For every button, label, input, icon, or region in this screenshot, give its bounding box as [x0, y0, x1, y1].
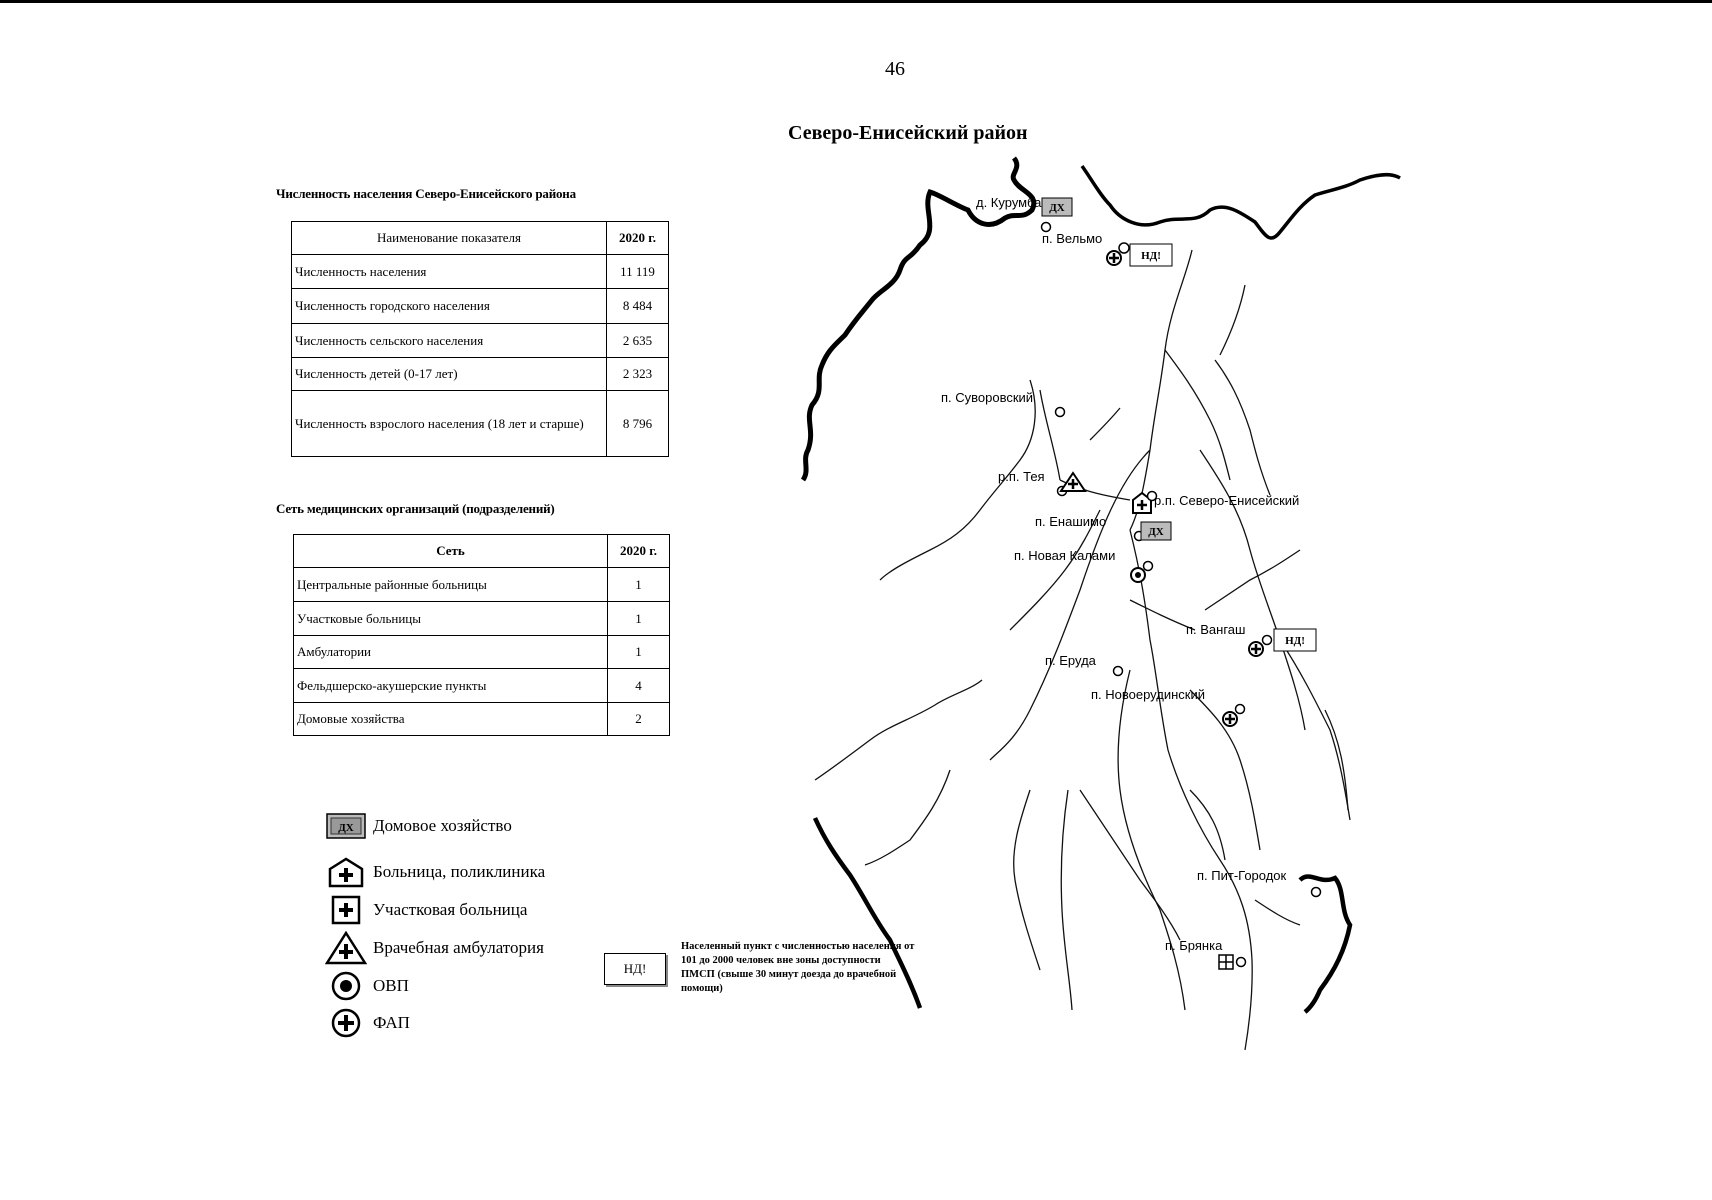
svg-text:ДХ: ДХ [1049, 202, 1065, 214]
row-value: 1 [608, 636, 670, 669]
table-row [292, 289, 669, 324]
row-value: 8 796 [607, 391, 669, 457]
row-value: 11 119 [607, 255, 669, 289]
svg-text:ДХ: ДХ [1148, 526, 1164, 538]
place-pit-gorodok: п. Пит-Городок [1197, 868, 1287, 883]
legend-label: Домовое хозяйство [373, 816, 512, 835]
row-label: Численность городского населения [292, 289, 607, 324]
place-suvorovsky: п. Суворовский [941, 390, 1034, 405]
row-label: Участковые больницы [294, 602, 608, 636]
nd-tag-vangash [1274, 629, 1316, 651]
district-map [800, 150, 1500, 1050]
place-bryanka: п. Брянка [1165, 938, 1223, 953]
district-border-southeast [1300, 876, 1350, 1012]
map-title: Северо-Енисейский район [788, 122, 1028, 144]
svg-text:ДХ: ДХ [338, 822, 354, 834]
page-number: 46 [885, 58, 905, 80]
nd-tag-velmo [1130, 244, 1172, 266]
table-row [294, 602, 670, 636]
row-value: 2 635 [607, 324, 669, 358]
place-vangash: п. Вангаш [1186, 622, 1246, 637]
legend-item-ovp [325, 971, 409, 1001]
fap-icon [329, 1007, 363, 1039]
legend-label: ОВП [373, 976, 409, 995]
legend-item-household [325, 811, 512, 841]
fap-marker-novoerudinsky [1223, 712, 1237, 726]
legend-item-hospital [325, 857, 545, 887]
place-kurumba: д. Курумба [976, 195, 1042, 210]
row-label: Центральные районные больницы [294, 568, 608, 602]
svg-text:НД!: НД! [1285, 635, 1305, 647]
legend-label: Врачебная амбулатория [373, 938, 544, 957]
table-row [292, 324, 669, 358]
fap-marker-velmo [1107, 251, 1121, 265]
row-label: Численность населения [292, 255, 607, 289]
row-value: 1 [608, 602, 670, 636]
row-label: Домовые хозяйства [294, 703, 608, 736]
table-row [292, 255, 669, 289]
population-table [291, 221, 669, 457]
table-row [294, 568, 670, 602]
nd-legend-note: Населенный пункт с численностью населения от 101 до 2000 человек вне зоны доступности ПМСП (свыше 30 минут доезда до врачебной помощи) [681, 941, 915, 994]
place-severo-eniseysky: р.п. Северо-Енисейский [1154, 493, 1300, 508]
row-value: 8 484 [607, 289, 669, 324]
network-table [293, 534, 670, 736]
table-row [292, 391, 669, 457]
row-value: 4 [608, 669, 670, 703]
place-enashimo: п. Енашимо [1035, 514, 1107, 529]
population-table-title: Численность населения Северо-Енисейского района [276, 186, 576, 201]
hospital-icon [326, 856, 366, 888]
household-icon [325, 812, 367, 840]
fap-marker-vangash [1249, 642, 1263, 656]
table-row [294, 703, 670, 736]
ambulatory-icon [325, 931, 367, 965]
legend-label: Участковая больница [373, 900, 528, 919]
row-label: Численность сельского населения [292, 324, 607, 358]
table-row [294, 669, 670, 703]
place-eruda: п. Еруда [1045, 653, 1096, 668]
place-novoerudinsky: п. Новоерудинский [1091, 687, 1205, 702]
legend-item-district-hospital [325, 895, 527, 925]
legend-item-ambulatory [325, 933, 544, 963]
top-border [0, 0, 1712, 3]
row-value: 1 [608, 568, 670, 602]
network-table-title: Сеть медицинских организаций (подразделений) [276, 501, 555, 516]
place-velmo: п. Вельмо [1042, 231, 1103, 246]
district-border-southwest [815, 818, 920, 1008]
place-novaya-kalami: п. Новая Калами [1014, 548, 1116, 563]
ovp-icon [329, 970, 363, 1002]
table-row [294, 636, 670, 669]
district-border-north [1082, 166, 1400, 238]
ovp-marker-novaya-kalami [1131, 568, 1145, 582]
rivers [815, 250, 1350, 1050]
place-teya: р.п. Тея [998, 469, 1045, 484]
population-header-year: 2020 г. [607, 222, 669, 255]
household-tag-enashimo [1141, 522, 1171, 540]
network-header-year: 2020 г. [608, 535, 670, 568]
legend-label: ФАП [373, 1013, 410, 1032]
row-label: Амбулатории [294, 636, 608, 669]
population-header-indicator: Наименование показателя [292, 222, 607, 255]
row-label: Численность взрослого населения (18 лет и старше) [292, 391, 607, 457]
nd-legend-box: НД! [604, 953, 666, 985]
household-tag-kurumba [1042, 198, 1072, 216]
network-header-type: Сеть [294, 535, 608, 568]
row-label: Фельдшерско-акушерские пункты [294, 669, 608, 703]
legend-item-fap [325, 1008, 410, 1038]
table-row [292, 358, 669, 391]
legend-label: Больница, поликлиника [373, 862, 546, 881]
svg-text:НД!: НД! [1141, 250, 1161, 262]
row-value: 2 323 [607, 358, 669, 391]
household-marker-bryanka [1219, 955, 1233, 969]
row-label: Численность детей (0-17 лет) [292, 358, 607, 391]
row-value: 2 [608, 703, 670, 736]
district-hospital-icon [328, 894, 364, 926]
